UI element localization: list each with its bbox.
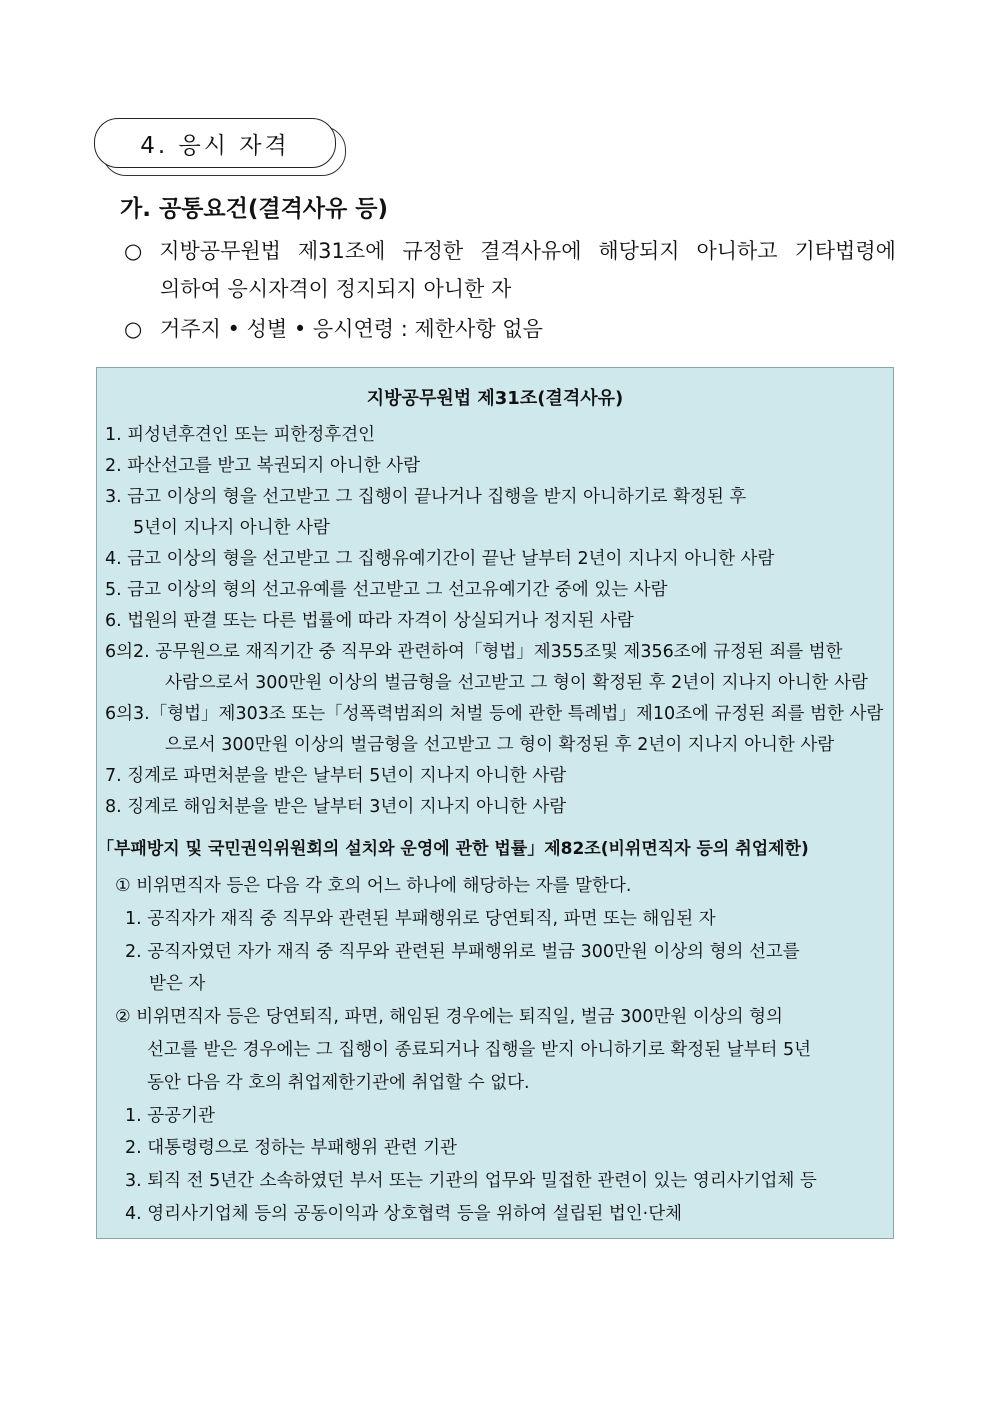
law2-clause-1-item: 2. 공직자였던 자가 재직 중 직무와 관련된 부패행위로 벌금 300만원 이상의 형의 선고를 — [125, 941, 800, 962]
law2-clause-1-item: 1. 공직자가 재직 중 직무와 관련된 부패행위로 당연퇴직, 파면 또는 해임된 자 — [125, 908, 716, 929]
law2-clause-2-item: 1. 공공기관 — [125, 1105, 215, 1126]
law1-item-continuation: 5년이 지나지 아니한 사람 — [133, 518, 330, 538]
law1-item: 3. 금고 이상의 형을 선고받고 그 집행이 끝나거나 집행을 받지 아니하기로 확정된 후 — [105, 487, 747, 507]
word: 해당되지 — [598, 239, 680, 263]
requirement-1-line2: 의하여 응시자격이 정지되지 아니한 자 — [160, 277, 512, 301]
word: 지방공무원법 — [159, 239, 281, 263]
section-heading-box — [94, 118, 346, 174]
law1-item: 1. 피성년후견인 또는 피한정후견인 — [105, 425, 376, 445]
section-heading: 4. 응시 자격 — [94, 118, 336, 168]
law2-clause-2-item: 4. 영리사기업체 등의 공동이익과 상호협력 등을 위하여 설립된 법인·단체 — [125, 1203, 683, 1224]
law-excerpt-box — [96, 367, 894, 1239]
bullet-mark: ○ — [124, 317, 143, 341]
law2-clause-1: ① 비위면직자 등은 다음 각 호의 어느 하나에 해당하는 자를 말한다. — [115, 876, 632, 896]
law2-clause-2-line: 동안 다음 각 호의 취업제한기관에 취업할 수 없다. — [147, 1072, 530, 1093]
law1-item: 6의2. 공무원으로 재직기간 중 직무와 관련하여「형법」제355조및 제356조에 규정된 죄를 범한 — [105, 642, 843, 662]
law2-clause-2-item: 3. 퇴직 전 5년간 소속하였던 부서 또는 기관의 업무와 밀접한 관련이 있는 영리사기업체 등 — [125, 1171, 817, 1192]
subheading: 가. 공통요건(결격사유 등) — [120, 196, 388, 222]
law2-clause-2-line: 선고를 받은 경우에는 그 집행이 종료되거나 집행을 받지 아니하기로 확정된 날부터 5년 — [147, 1039, 811, 1060]
law1-item: 8. 징계로 해임처분을 받은 날부터 3년이 지나지 아니한 사람 — [105, 797, 567, 817]
word: 규정한 — [402, 239, 464, 263]
law1-item: 6의3.「형법」제303조 또는「성폭력범죄의 처벌 등에 관한 특례법」제10조에 규정된 죄를 범한 사람 — [105, 704, 884, 724]
requirement-1 — [124, 232, 896, 308]
law2-clause-1-item-continuation: 받은 자 — [149, 974, 206, 995]
law2-clause-2-item: 2. 대통령령으로 정하는 부패행위 관련 기관 — [125, 1138, 457, 1159]
requirement-2 — [124, 310, 543, 348]
law1-items — [105, 420, 895, 823]
law1-item-continuation: 으로서 300만원 이상의 벌금형을 선고받고 그 형이 확정된 후 2년이 지나지 아니한 사람 — [165, 735, 835, 755]
law1-item: 6. 법원의 판결 또는 다른 법률에 따라 자격이 상실되거나 정지된 사람 — [105, 611, 634, 631]
law2-title: 「부패방지 및 국민권익위원회의 설치와 운영에 관한 법률」제82조(비위면직자 등의 취업제한) — [97, 839, 809, 859]
law1-item: 4. 금고 이상의 형을 선고받고 그 집행유예기간이 끝난 날부터 2년이 지나지 아니한 사람 — [105, 549, 775, 569]
law1-item: 7. 징계로 파면처분을 받은 날부터 5년이 지나지 아니한 사람 — [105, 766, 567, 786]
law1-item: 2. 파산선고를 받고 복권되지 아니한 사람 — [105, 456, 420, 476]
law2-clause-2-line: ② 비위면직자 등은 당연퇴직, 파면, 해임된 경우에는 퇴직일, 벌금 300만원 이상의 형의 — [115, 1007, 783, 1028]
law1-title: 지방공무원법 제31조(결격사유) — [366, 388, 624, 409]
word: 제31조에 — [297, 239, 386, 263]
word: 결격사유에 — [480, 239, 582, 263]
word: 기타법령에 — [794, 239, 896, 263]
law1-item: 5. 금고 이상의 형의 선고유예를 선고받고 그 선고유예기간 중에 있는 사람 — [105, 580, 668, 600]
bullet-mark: ○ — [124, 239, 143, 263]
law2-items — [115, 870, 895, 1231]
requirement-2-text: 거주지 • 성별 • 응시연령 : 제한사항 없음 — [160, 317, 543, 341]
word: 아니하고 — [696, 239, 778, 263]
law1-item-continuation: 사람으로서 300만원 이상의 벌금형을 선고받고 그 형이 확정된 후 2년이 지나지 아니한 사람 — [165, 673, 868, 693]
